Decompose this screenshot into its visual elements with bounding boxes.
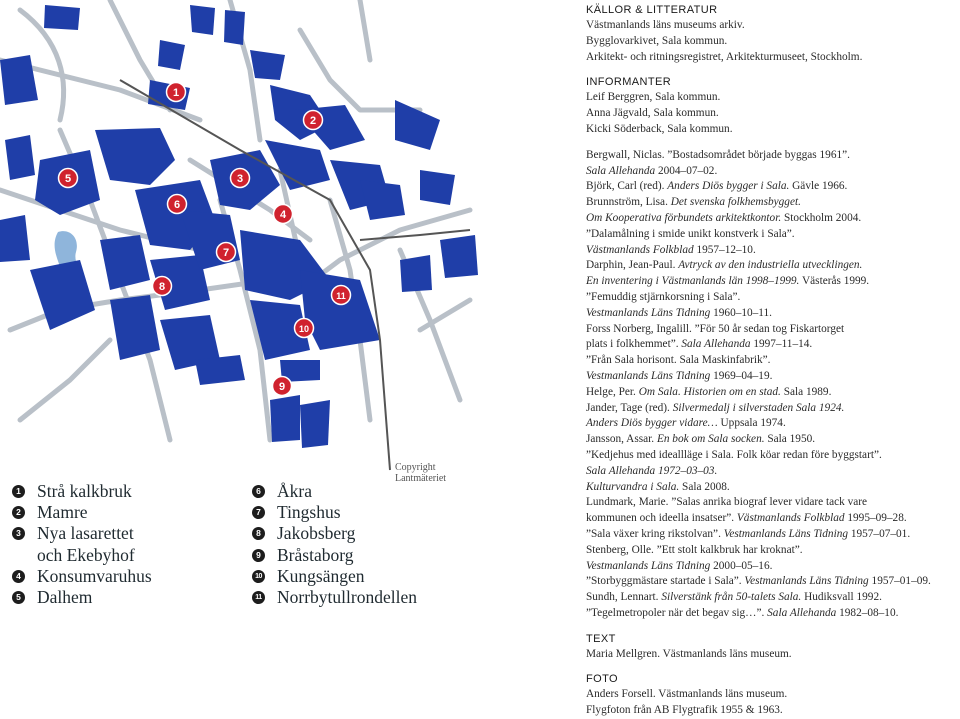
legend-label: Nya lasarettet — [37, 523, 134, 544]
reference-line: Vestmanlands Läns Tidning 1969–04–19. — [586, 369, 773, 382]
legend-label: och Ekebyhof — [37, 544, 135, 565]
legend-number: 9 — [252, 549, 265, 562]
informant-line: Kicki Söderback, Sala kommun. — [586, 122, 733, 135]
map-marker-5 — [59, 169, 78, 188]
legend-number: 6 — [252, 485, 265, 498]
reference-line: ”Kedjehus med ideallläge i Sala. Folk köar redan före byggstart”. — [586, 448, 882, 461]
legend-item-cont — [12, 545, 152, 566]
legend-item-9 — [252, 545, 417, 566]
svg-text:6: 6 — [173, 198, 181, 211]
map-canvas — [0, 0, 480, 475]
legend-number: 2 — [12, 506, 25, 519]
text-credit: Maria Mellgren. Västmanlands läns museum. — [586, 647, 792, 660]
foto-list — [586, 687, 958, 719]
legend-item-6 — [252, 481, 417, 502]
reference-line: Sala Allehanda 1972–03–03. — [586, 464, 718, 477]
svg-text:2: 2 — [309, 114, 317, 127]
reference-line: Västmanlands Folkblad 1957–12–10. — [586, 243, 756, 256]
legend-number: 11 — [252, 591, 265, 604]
map-marker-8 — [153, 277, 172, 296]
legend-label: Tingshus — [277, 502, 341, 523]
map-marker-11 — [332, 286, 351, 305]
reference-line: Helge, Per. Om Sala. Historien om en stad. Sala 1989. — [586, 385, 832, 398]
reference-line: ”Storbyggmästare startade i Sala”. Vestmanlands Läns Tidning 1957–01–09. — [586, 575, 931, 588]
map-marker-3 — [231, 169, 250, 188]
map — [0, 0, 480, 484]
legend-item-1 — [12, 481, 152, 502]
legend-right — [252, 481, 417, 608]
legend-item-10 — [252, 566, 417, 587]
legend-left — [12, 481, 152, 608]
legend-number: 4 — [12, 570, 25, 583]
reference-line: ”Femuddig stjärnkorsning i Sala”. — [586, 290, 741, 303]
svg-text:5: 5 — [64, 172, 72, 185]
legend-item-8 — [252, 523, 417, 544]
map-marker-10 — [295, 319, 314, 338]
informant-line: Leif Berggren, Sala kommun. — [586, 91, 721, 104]
reference-line: ”Sala växer kring rikstolvan”. Vestmanlands Läns Tidning 1957–07–01. — [586, 527, 911, 540]
reference-line: Lundmark, Marie. ”Salas anrika biograf lever vidare tack vare — [586, 496, 868, 509]
legend-item-7 — [252, 502, 417, 523]
reference-line: Jander, Tage (red). Silvermedalj i silverstaden Sala 1924. — [586, 401, 845, 414]
reference-line: Vestmanlands Läns Tidning 1960–10–11. — [586, 306, 773, 319]
svg-text:4: 4 — [279, 208, 287, 221]
svg-text:9: 9 — [278, 380, 286, 393]
text-heading: TEXT — [586, 632, 616, 645]
legend-item-3 — [12, 523, 152, 544]
reference-line: plats i folkhemmet”. Sala Allehanda 1997–11–14. — [586, 338, 813, 351]
legend-number: 7 — [252, 506, 265, 519]
reference-line: Sala Allehanda 2004–07–02. — [586, 164, 718, 177]
legend-item-11 — [252, 587, 417, 608]
reference-line: ”Från Sala horisont. Sala Maskinfabrik”. — [586, 354, 771, 367]
reference-line: Björk, Carl (red). Anders Diös bygger i Sala. Gävle 1966. — [586, 180, 848, 193]
reference-line: Brunnström, Lisa. Det svenska folkhemsbygget. — [586, 196, 801, 209]
legend-label: Bråstaborg — [277, 544, 354, 565]
map-marker-9 — [273, 377, 292, 396]
reference-line: Om Kooperativa förbundets arkitektkontor. Stockholm 2004. — [586, 211, 862, 224]
foto-line: Flygfoton från AB Flygtrafik 1955 & 1963. — [586, 704, 783, 717]
reference-line: Kulturvandra i Sala. Sala 2008. — [586, 480, 730, 493]
svg-text:3: 3 — [236, 172, 244, 185]
legend-label: Mamre — [37, 502, 88, 523]
map-marker-6 — [168, 195, 187, 214]
kallor-line: Västmanlands läns museums arkiv. — [586, 19, 745, 31]
foto-line: Anders Forsell. Västmanlands läns museum. — [586, 688, 788, 701]
reference-line: Stenberg, Olle. ”Ett stolt kalkbruk har kroknat”. — [586, 543, 803, 556]
svg-text:7: 7 — [222, 246, 230, 259]
kallor-list — [586, 18, 958, 65]
legend-number: 3 — [12, 527, 25, 540]
legend-number: 1 — [12, 485, 25, 498]
legend-number: 10 — [252, 570, 265, 583]
reference-line: Forss Norberg, Ingalill. ”För 50 år sedan tog Fiskartorget — [586, 322, 845, 335]
kallor-line: Arkitekt- och ritningsregistret, Arkitekturmuseet, Stockholm. — [586, 50, 863, 63]
map-marker-2 — [304, 111, 323, 130]
kallor-line: Bygglovarkivet, Sala kommun. — [586, 34, 728, 47]
svg-text:10: 10 — [298, 323, 310, 334]
reference-line: kommunen och ideella insatser”. Västmanlands Folkblad 1995–09–28. — [586, 512, 907, 525]
legend-item-5 — [12, 587, 152, 608]
informant-line: Anna Jägvald, Sala kommun. — [586, 107, 719, 120]
reference-line: Vestmanlands Läns Tidning 2000–05–16. — [586, 559, 773, 572]
kallor-heading: KÄLLOR & LITTERATUR — [586, 4, 718, 16]
reference-line: En inventering i Västmanlands län 1998–1999. Västerås 1999. — [586, 275, 870, 288]
reference-line: Bergwall, Niclas. ”Bostadsområdet började byggas 1961”. — [586, 148, 850, 161]
legend-label: Åkra — [277, 481, 312, 501]
svg-text:11: 11 — [336, 290, 346, 301]
reference-line: Sundh, Lennart. Silverstänk från 50-talets Sala. Hudiksvall 1992. — [586, 591, 882, 604]
informanter-heading: INFORMANTER — [586, 76, 672, 89]
svg-text:8: 8 — [158, 280, 166, 293]
sources-column — [586, 3, 958, 719]
map-marker-4 — [274, 205, 293, 224]
legend-item-2 — [12, 502, 152, 523]
reference-line: ”Dalamålning i smide unikt konstverk i Sala”. — [586, 227, 795, 240]
legend-number: 5 — [12, 591, 25, 604]
foto-heading: FOTO — [586, 673, 618, 686]
legend-label: Kungsängen — [277, 565, 365, 586]
map-copyright: Copyright Lantmäteriet — [395, 462, 447, 484]
reference-line: Jansson, Assar. En bok om Sala socken. Sala 1950. — [586, 433, 816, 446]
legend-label: Strå kalkbruk — [37, 481, 132, 501]
legend-label: Dalhem — [37, 587, 93, 608]
informanter-list — [586, 90, 958, 137]
reference-line: Anders Diös bygger vidare… Uppsala 1974. — [586, 417, 786, 430]
legend-item-4 — [12, 566, 152, 587]
legend-label: Jakobsberg — [277, 523, 356, 544]
references-list — [586, 148, 958, 622]
legend-label: Norrbytullrondellen — [277, 587, 417, 608]
legend-number: 8 — [252, 527, 265, 540]
svg-text:1: 1 — [172, 86, 180, 99]
map-marker-1 — [167, 83, 186, 102]
reference-line: Darphin, Jean-Paul. Avtryck av den industriella utvecklingen. — [586, 259, 863, 272]
reference-line: ”Tegelmetropoler när det begav sig…”. Sala Allehanda 1982–08–10. — [586, 606, 899, 619]
map-marker-7 — [217, 243, 236, 262]
legend-label: Konsumvaruhus — [37, 565, 152, 586]
